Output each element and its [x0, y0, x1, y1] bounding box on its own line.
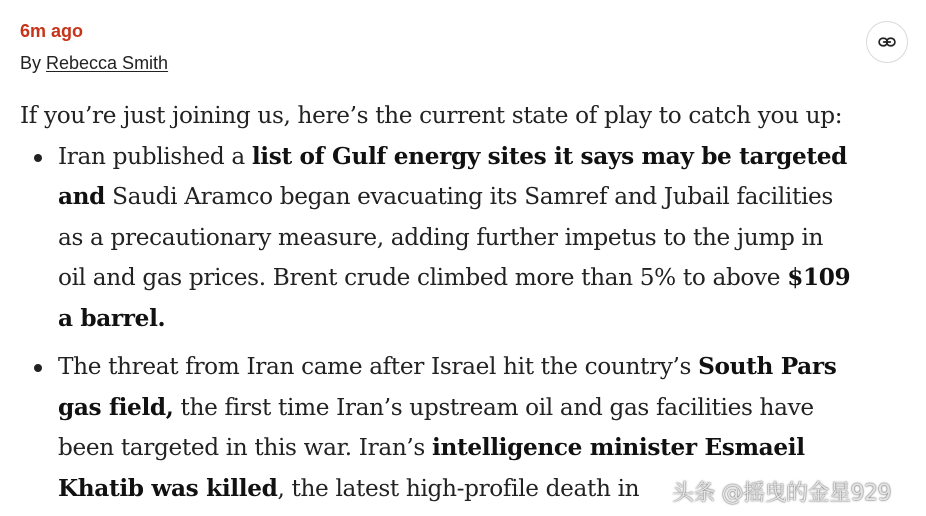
copy-link-button[interactable] — [866, 21, 908, 63]
gulf-sites-link-cont[interactable]: and — [58, 183, 106, 210]
bullet-dot — [34, 154, 42, 162]
article-body — [20, 96, 900, 509]
bullet1-text: oil and gas prices. Brent crude climbed more than 5% to above — [58, 264, 788, 291]
brent-price-highlight-cont: a barrel. — [58, 304, 166, 332]
intelligence-minister-link[interactable]: intelligence minister Esmaeil — [432, 434, 805, 461]
bullet1-text: Iran published a — [58, 142, 252, 170]
byline-prefix: By — [20, 53, 47, 73]
link-icon — [877, 32, 897, 52]
bullet2-text: The threat from Iran came after Israel hit the country’s — [58, 353, 699, 380]
bullet1-text: as a precautionary measure, adding further impetus to the jump in — [58, 223, 824, 251]
bullet1-text: Saudi Aramco began evacuating its Samref and Jubail facilities — [105, 183, 833, 210]
intro-paragraph: If you’re just joining us, here’s the current state of play to catch you up: — [20, 102, 843, 129]
author-link[interactable]: Rebecca Smith — [46, 53, 169, 73]
summary-list — [20, 137, 900, 510]
bullet-dot — [34, 364, 42, 372]
post-timestamp: 6m ago — [20, 21, 84, 41]
bullet2-text: , the latest high-profile death in — [277, 474, 640, 502]
brent-price-highlight: $109 — [787, 264, 851, 291]
south-pars-link[interactable]: South Pars — [698, 353, 837, 380]
list-item — [20, 137, 900, 340]
watermark: 头条 @摇曳的金星929 — [672, 481, 891, 506]
intelligence-minister-link-cont[interactable]: Khatib was killed — [58, 474, 278, 502]
gulf-sites-link[interactable]: list of Gulf energy sites it says may be targeted — [251, 142, 847, 170]
bullet2-text: the first time Iran’s upstream oil and gas facilities have — [173, 393, 814, 421]
bullet2-text: been targeted in this war. Iran’s — [58, 434, 432, 461]
byline — [20, 53, 168, 74]
south-pars-link-cont[interactable]: gas field, — [58, 393, 174, 421]
